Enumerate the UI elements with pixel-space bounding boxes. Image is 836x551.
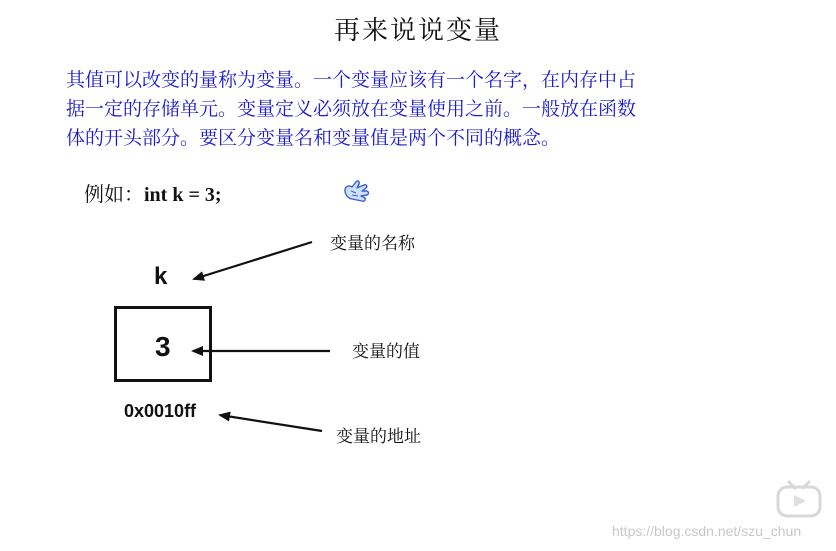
paragraph-line: 其值可以改变的量称为变量。一个变量应该有一个名字，在内存中占 [66, 69, 637, 91]
variable-value: 3 [155, 331, 171, 362]
paragraph-line: 体的开头部分。要区分变量名和变量值是两个不同的概念。 [66, 127, 561, 149]
arrow-to-address [220, 415, 322, 431]
slide-title: 再来说说变量 [333, 16, 502, 46]
hand-pointer-icon[interactable] [342, 178, 372, 204]
label-variable-value: 变量的值 [352, 342, 420, 362]
video-player-icon[interactable] [775, 478, 823, 518]
arrow-to-name [194, 242, 312, 279]
variable-address: 0x0010ff [124, 401, 197, 421]
definition-paragraph [66, 66, 796, 153]
example-line [84, 178, 222, 207]
watermark-url: https://blog.csdn.net/szu_chun [612, 523, 802, 539]
label-variable-address: 变量的地址 [336, 427, 421, 447]
variable-name: k [154, 263, 168, 290]
example-prefix: 例如： [84, 184, 144, 206]
paragraph-line: 据一定的存储单元。变量定义必须放在变量使用之前。一般放在函数 [66, 98, 637, 120]
example-code: int k = 3; [144, 184, 222, 206]
label-variable-name: 变量的名称 [330, 234, 415, 254]
